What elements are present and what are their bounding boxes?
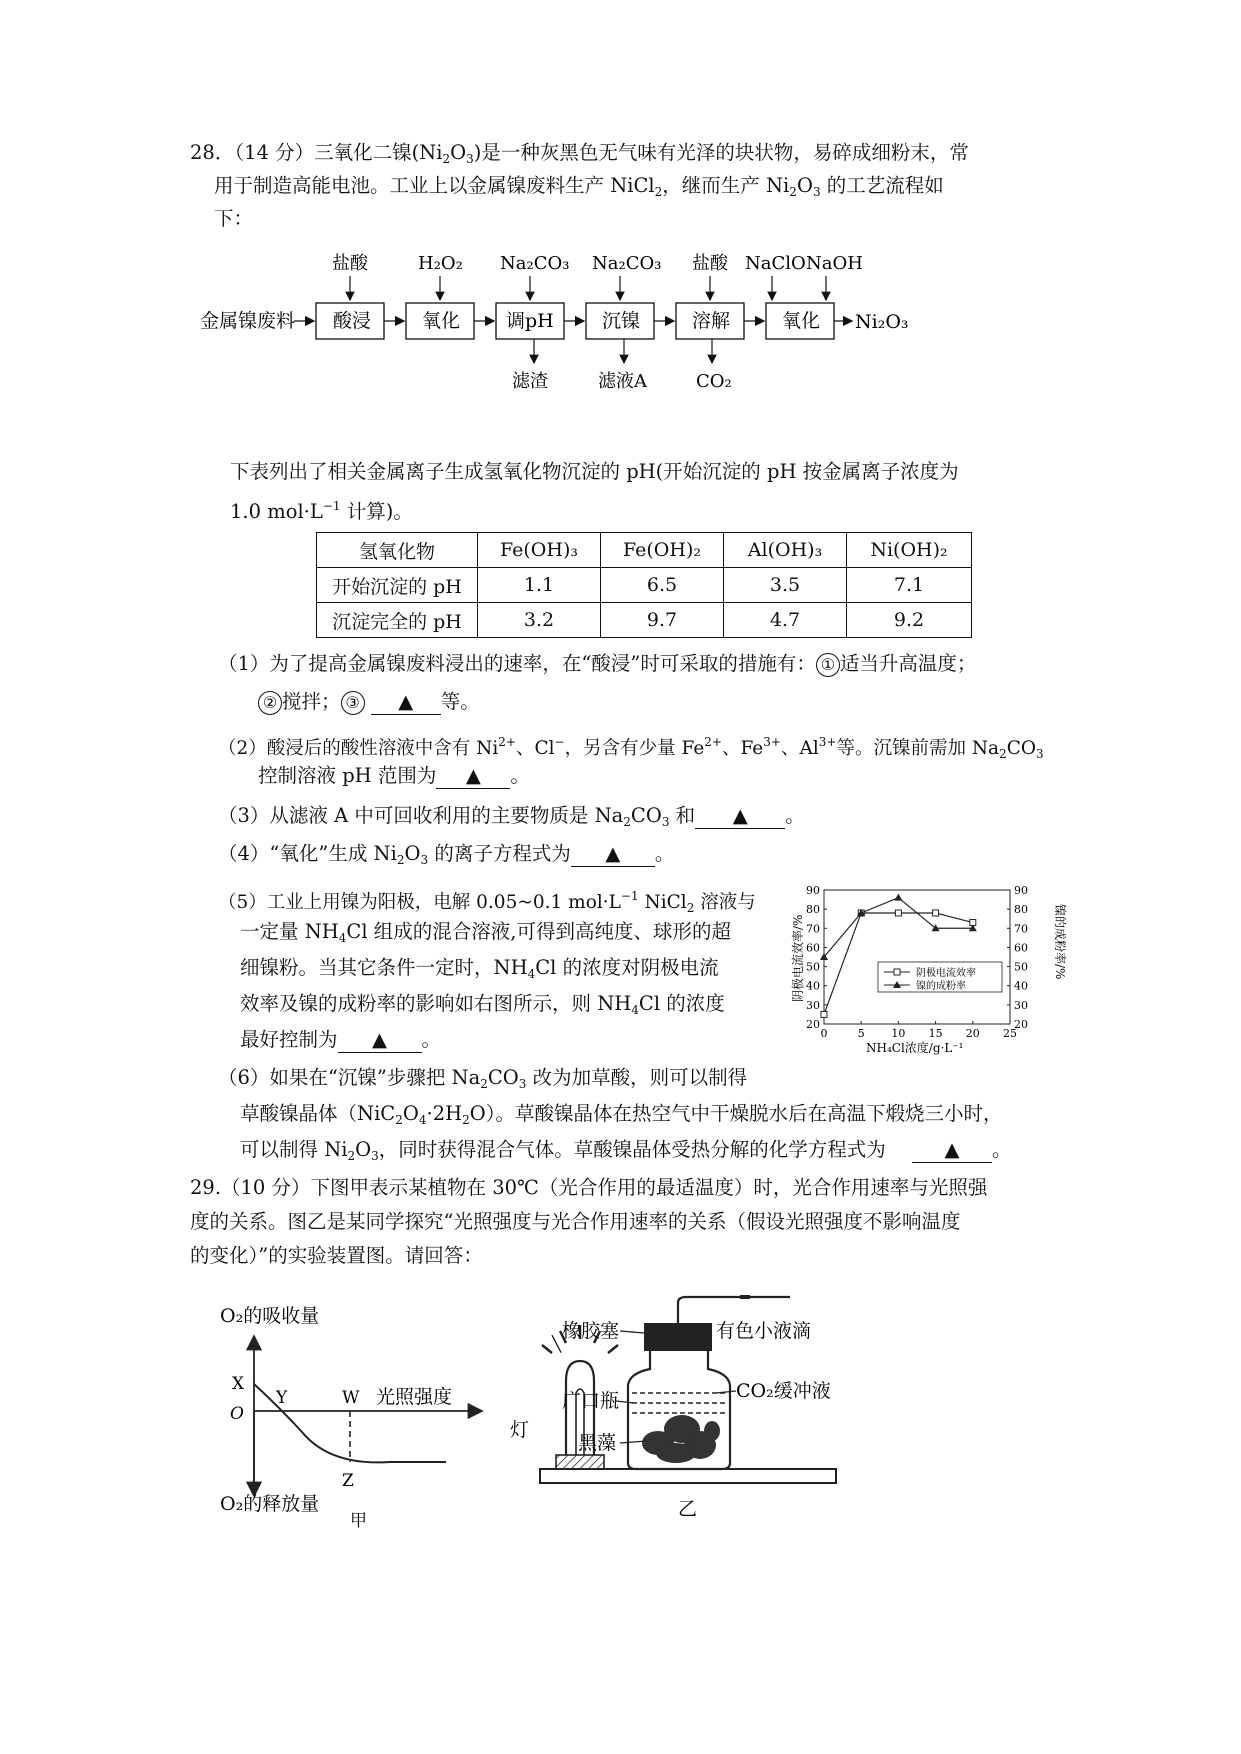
- fig-a-top-label: O₂的吸收量: [220, 1305, 320, 1327]
- fig-a-o-label: O: [230, 1404, 244, 1424]
- table-cell: 1.1: [478, 568, 601, 603]
- chart-legend: [878, 962, 1002, 992]
- q28-part-3: （3）从滤液 A 中可回收利用的主要物质是 $Na_2CO_3$ 和 ▲ 。: [218, 804, 805, 829]
- flow-input-1: 盐酸: [332, 253, 368, 274]
- y-tick-label-right: 30: [1014, 998, 1028, 1012]
- fig-a-x-label: X: [232, 1374, 245, 1394]
- circled-number-3: ③: [341, 691, 365, 715]
- q28-part-4: （4）“氧化”生成 $Ni_2O_3$ 的离子方程式为 ▲ 。: [218, 842, 675, 867]
- q28-part-1-line-1: （1）为了提高金属镍废料浸出的速率，在“酸浸”时可采取的措施有： ① 适当升高温度；: [218, 652, 977, 675]
- liquid-drop: [740, 1295, 750, 1299]
- table-intro-1: 下表列出了相关金属离子生成氢氧化物沉淀的 pH(开始沉淀的 pH 按金属离子浓度为: [230, 460, 959, 483]
- flow-output-1: 滤渣: [512, 371, 548, 392]
- q28-part-6-line-1: （6）如果在“沉镍”步骤把 $Na_2CO_3$ 改为加草酸，则可以制得: [218, 1066, 748, 1091]
- table-cell: 9.2: [847, 603, 972, 638]
- nh4cl-line-chart: [784, 878, 1074, 1058]
- answer-blank[interactable]: ▲: [695, 804, 785, 829]
- fig-a-bottom-label: O₂的释放量: [220, 1493, 320, 1515]
- flow-start: 金属镍废料: [200, 310, 296, 332]
- flow-input-7: NaOH: [806, 253, 863, 274]
- table-cell: 沉淀完全的 pH: [317, 603, 478, 638]
- figure-b-apparatus: [500, 1285, 900, 1545]
- y-tick-label-right: 40: [1014, 979, 1028, 993]
- table-row: [317, 603, 972, 638]
- fig-a-y-label: Y: [276, 1388, 288, 1408]
- q28-part-6-line-3: 可以制得 $Ni_2O_3$，同时获得混合气体。草酸镍晶体受热分解的化学方程式为 ▲ 。: [240, 1138, 1012, 1163]
- flow-input-5: 盐酸: [692, 253, 728, 274]
- table-cell: 开始沉淀的 pH: [317, 568, 478, 603]
- x-tick-label: 15: [928, 1027, 943, 1040]
- y-tick-label-right: 60: [1014, 941, 1028, 955]
- table-row: [317, 533, 972, 568]
- fig-a-z-label: Z: [342, 1471, 354, 1491]
- data-point-square: [895, 910, 901, 916]
- chart-series: [820, 894, 977, 1018]
- q28-part-2-line-2: 控制溶液 pH 范围为 ▲ 。: [258, 764, 530, 787]
- q28-line-3: 下：: [214, 207, 254, 230]
- series-line-2: [824, 898, 973, 957]
- circled-number-2: ②: [258, 691, 282, 715]
- fig-a-caption: 甲: [350, 1511, 367, 1530]
- hydrilla-plant: [642, 1415, 720, 1463]
- flow-step-6: 氧化: [782, 310, 821, 332]
- flow-input-3: Na₂CO₃: [500, 253, 570, 274]
- figure-a-light-curve: [200, 1300, 490, 1530]
- ph-table: [316, 532, 972, 638]
- x-tick-label: 5: [857, 1027, 865, 1040]
- process-flow-diagram: [200, 248, 920, 398]
- y-tick-label-left: 80: [806, 903, 820, 917]
- q29-line-1: 29.（10 分）下图甲表示某植物在 30℃（光合作用的最适温度）时，光合作用速率与光照强: [190, 1176, 988, 1199]
- q28-part-2-line-1: （2）酸浸后的酸性溶液中含有 $Ni^{2+}$、Cl−，另含有少量 $Fe^{2+}$、$Fe^{3+}$、$Al^{3+}$等。沉镍前需加 $Na_2CO_3$: [218, 735, 1044, 761]
- q29-line-3: 的变化）”的实验装置图。请回答：: [190, 1244, 483, 1267]
- table-header-cell: Fe(OH)₃: [478, 533, 601, 568]
- circled-number-1: ①: [816, 653, 840, 677]
- table-header-cell: Fe(OH)₂: [601, 533, 724, 568]
- data-point-square: [821, 1011, 827, 1017]
- table-cell: 6.5: [601, 568, 724, 603]
- flow-step-4: 沉镍: [602, 310, 641, 332]
- y-tick-label-left: 20: [806, 1018, 820, 1031]
- answer-blank[interactable]: ▲: [338, 1028, 422, 1053]
- chart-x-label: NH₄Cl浓度/g·L⁻¹: [866, 1041, 964, 1055]
- y-tick-label-left: 90: [806, 884, 820, 897]
- stopper-label: 橡胶塞: [562, 1320, 620, 1342]
- y-tick-label-right: 20: [1014, 1018, 1028, 1031]
- buffer-label: CO₂缓冲液: [736, 1380, 831, 1402]
- x-tick-label: 25: [1003, 1027, 1017, 1040]
- q28-line-2: 用于制造高能电池。工业上以金属镍废料生产 NiCl$_2$，继而生产 $Ni_2O_3$ 的工艺流程如: [214, 174, 944, 199]
- table-cell: 7.1: [847, 568, 972, 603]
- table-cell: 4.7: [724, 603, 847, 638]
- lamp-ray-2: [542, 1345, 552, 1353]
- q28-part-6-line-2: 草酸镍晶体$(NiC_2O_4\cdot 2H_2O)$。草酸镍晶体在热空气中干燥脱水后在高温下煅烧三小时，: [240, 1102, 1003, 1127]
- table-cell: 3.5: [724, 568, 847, 603]
- legend-marker: [894, 969, 900, 975]
- drop-label: 有色小液滴: [716, 1320, 812, 1342]
- table-row: [317, 568, 972, 603]
- x-tick-label: 0: [820, 1027, 828, 1040]
- y-tick-label-right: 50: [1014, 960, 1028, 974]
- legend-label: 阴极电流效率: [916, 968, 976, 979]
- lamp-ray-6: [608, 1345, 618, 1353]
- q29-line-2: 度的关系。图乙是某同学探究“光照强度与光合作用速率的关系（假设光照强度不影响温度: [190, 1210, 961, 1233]
- chart-y-label-left: 阴极电流效率/%: [791, 914, 805, 1002]
- y-tick-label-left: 40: [806, 979, 820, 993]
- flow-input-6: NaClO: [745, 253, 806, 274]
- legend-label: 镍的成粉率: [916, 981, 966, 992]
- flow-step-5: 溶解: [692, 310, 731, 332]
- table-intro-2: 1.0 $mol\cdot L^{-1}$ 计算)。: [230, 499, 413, 523]
- y-tick-label-left: 60: [806, 941, 820, 955]
- lamp-label: 灯: [510, 1419, 530, 1441]
- lamp-base: [556, 1455, 604, 1469]
- flow-input-4: Na₂CO₃: [592, 253, 662, 274]
- answer-blank[interactable]: ▲: [436, 764, 510, 789]
- x-tick-label: 20: [965, 1027, 980, 1040]
- data-point-square: [933, 910, 939, 916]
- fig-a-w-label: W: [342, 1388, 360, 1408]
- flow-step-3: 调pH: [506, 310, 554, 332]
- plant-label: 黑藻: [578, 1432, 617, 1454]
- table-cell: 3.2: [478, 603, 601, 638]
- flow-step-1: 酸浸: [333, 310, 372, 332]
- table-cell: 9.7: [601, 603, 724, 638]
- chart-y-label-right: 镍的成粉率/%: [1053, 904, 1067, 980]
- q28-part-5-line-2: 一定量 $NH_4Cl$ 组成的混合溶液,可得到高纯度、球形的超: [240, 920, 731, 945]
- flow-step-2: 氧化: [422, 310, 461, 332]
- stopper: [644, 1323, 712, 1351]
- base-platform: [540, 1469, 836, 1483]
- answer-blank[interactable]: ▲: [912, 1138, 992, 1163]
- y-tick-label-right: 80: [1014, 903, 1028, 917]
- flow-output-2: 滤液A: [598, 371, 647, 392]
- flow-output-3: CO₂: [696, 371, 732, 392]
- q28-part-5-line-1: （5）工业上用镍为阳极，电解 0.05~0.1 $mol\cdot L^{-1}$ NiCl$_2$ 溶液与: [218, 889, 756, 915]
- q28-part-5-line-5: 最好控制为 ▲ 。: [240, 1028, 442, 1051]
- y-tick-label-left: 50: [806, 960, 820, 974]
- table-header-cell: Ni(OH)₂: [847, 533, 972, 568]
- lamp-ray-1: ╲: [552, 1335, 562, 1353]
- y-tick-label-right: 90: [1014, 884, 1028, 897]
- bottle-label: 广口瓶: [562, 1390, 620, 1412]
- flow-input-2: H₂O₂: [418, 253, 463, 274]
- q28-line-1: 28．（14 分）三氧化二镍$(Ni_2O_3)$是一种灰黑色无气味有光泽的块状物，易碎成细粉末，常: [190, 141, 969, 166]
- q28-part-5-line-3: 细镍粉。当其它条件一定时，$NH_4Cl$ 的浓度对阴极电流: [240, 956, 719, 981]
- y-tick-label-right: 70: [1014, 922, 1028, 936]
- q28-part-5-line-4: 效率及镍的成粉率的影响如右图所示，则 $NH_4Cl$ 的浓度: [240, 992, 725, 1017]
- table-header-cell: 氢氧化物: [317, 533, 478, 568]
- chart-plot-area: [824, 890, 1010, 1024]
- fig-b-caption: 乙: [678, 1498, 698, 1520]
- y-tick-label-left: 30: [806, 998, 820, 1012]
- data-point-triangle: [894, 894, 902, 901]
- y-tick-label-left: 70: [806, 922, 820, 936]
- table-header-cell: Al(OH)₃: [724, 533, 847, 568]
- x-tick-label: 10: [891, 1027, 906, 1040]
- chart-frame: [824, 890, 1010, 1024]
- answer-blank[interactable]: ▲: [571, 842, 655, 867]
- fig-a-axis-label: 光照强度: [376, 1386, 453, 1408]
- answer-blank[interactable]: ▲: [371, 690, 441, 715]
- q28-part-1-line-2: ② 搅拌； ③ ▲ 等。: [258, 690, 480, 715]
- flow-end: Ni₂O₃: [855, 311, 909, 333]
